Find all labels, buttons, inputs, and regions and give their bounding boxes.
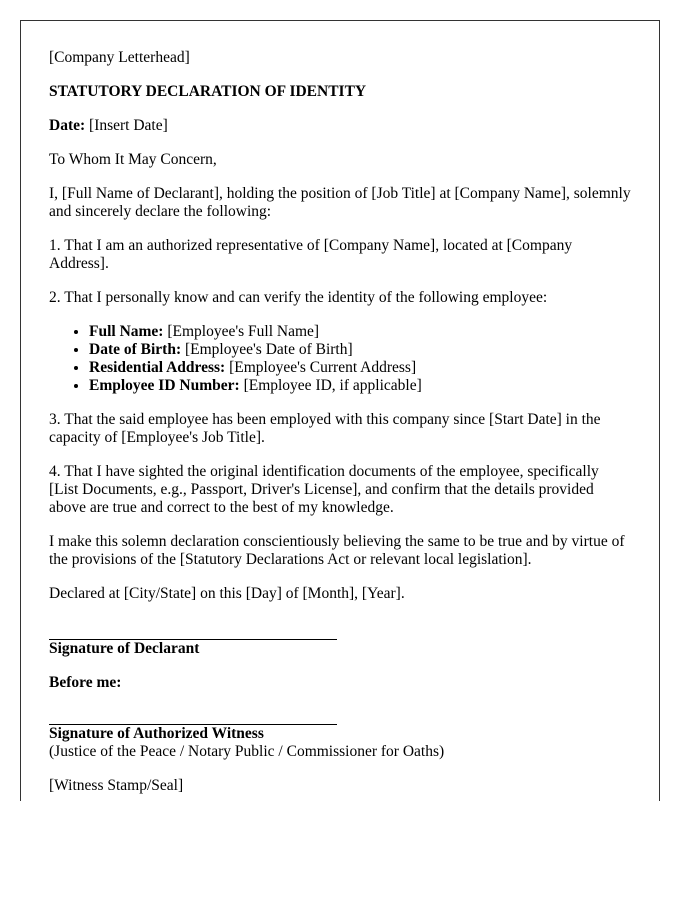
company-letterhead: [Company Letterhead] (49, 49, 190, 66)
declarant-signature-caption: Signature of Declarant (49, 640, 200, 657)
declarant-signature-block (49, 639, 631, 658)
witness-stamp-placeholder: [Witness Stamp/Seal] (49, 777, 184, 794)
witness-signature-caption: Signature of Authorized Witness (49, 725, 264, 742)
employee-id-value: [Employee ID, if applicable] (239, 377, 422, 394)
clause-4: 4. That I have sighted the original identification documents of the employee, specifically [List Documents, e.g., Passport, Driver's License], and confirm that the details provided above are true and correct to the best of my knowledge. (49, 463, 599, 516)
list-item-date-of-birth (89, 341, 631, 359)
witness-roles: (Justice of the Peace / Notary Public / Commissioner for Oaths) (49, 743, 445, 760)
date-label: Date: (49, 117, 86, 134)
employee-details-list (49, 323, 631, 395)
date-of-birth-value: [Employee's Date of Birth] (181, 341, 353, 358)
document-title: STATUTORY DECLARATION OF IDENTITY (49, 83, 367, 100)
list-item-employee-id (89, 377, 631, 395)
employee-id-label: Employee ID Number: (89, 377, 240, 394)
list-item-full-name (89, 323, 631, 341)
list-item-residential-address (89, 359, 631, 377)
residential-address-label: Residential Address: (89, 359, 226, 376)
date-of-birth-label: Date of Birth: (89, 341, 182, 358)
residential-address-value: [Employee's Current Address] (225, 359, 417, 376)
full-name-value: [Employee's Full Name] (163, 323, 320, 340)
clause-1: 1. That I am an authorized representative of [Company Name], located at [Company Address]. (49, 237, 573, 272)
full-name-label: Full Name: (89, 323, 164, 340)
before-me-label: Before me: (49, 674, 122, 691)
clause-3: 3. That the said employee has been employed with this company since [Start Date] in the capacity of [Employee's Job Title]. (49, 411, 601, 446)
clause-2: 2. That I personally know and can verify the identity of the following employee: (49, 289, 548, 306)
date-value: [Insert Date] (85, 117, 168, 134)
solemn-statement: I make this solemn declaration conscientiously believing the same to be true and by virtue of the provisions of the [Statutory Declarations Act or relevant local legislation]. (49, 533, 625, 568)
document-page (20, 20, 660, 801)
salutation: To Whom It May Concern, (49, 151, 217, 168)
intro-paragraph: I, [Full Name of Declarant], holding the position of [Job Title] at [Company Name], solemnly and sincerely declare the following: (49, 185, 631, 220)
declared-at-line: Declared at [City/State] on this [Day] of [Month], [Year]. (49, 585, 405, 602)
date-line (49, 117, 631, 135)
witness-signature-block (49, 724, 631, 761)
